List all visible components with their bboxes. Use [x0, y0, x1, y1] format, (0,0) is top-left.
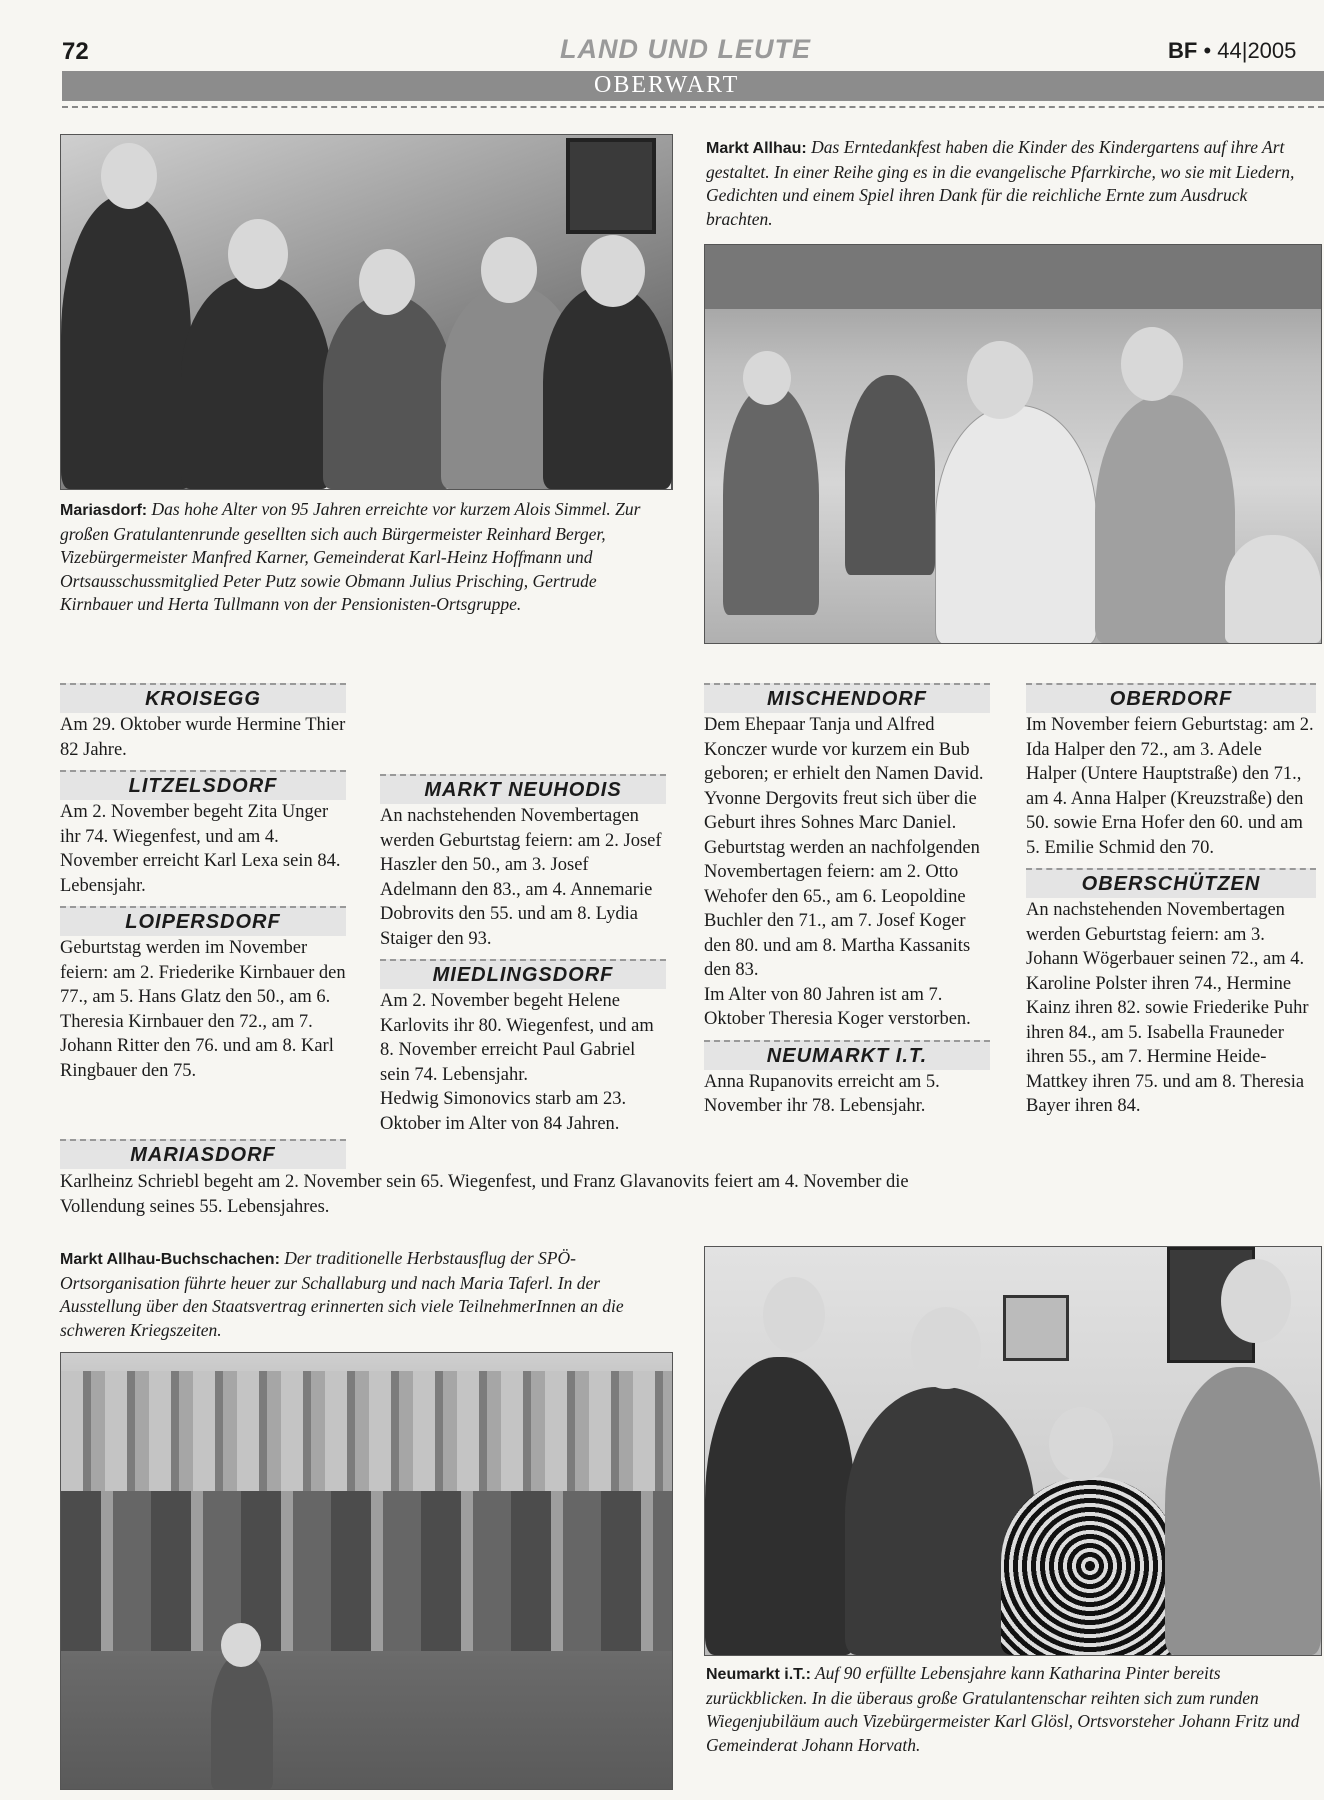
issue-number: 44|2005 — [1217, 38, 1297, 63]
person-head — [228, 219, 288, 289]
article-text-2: Im Alter von 80 Jahren ist am 7. Oktober Theresia Koger verstorben. — [704, 984, 971, 1029]
person-head — [1221, 1259, 1291, 1343]
crowd-middle-row — [61, 1491, 672, 1651]
article-text-2: Hedwig Simonovics starb am 23. Oktober im Alter von 84 Jahren. — [380, 1089, 627, 1134]
issue-label: BF • 44|2005 — [1168, 38, 1297, 63]
child-figure — [935, 405, 1097, 644]
article-heading: OBERSCHÜTZEN — [1026, 868, 1316, 898]
person-head — [1049, 1407, 1113, 1481]
article-mariasdorf-text — [60, 1170, 960, 1219]
child-figure — [1225, 535, 1321, 643]
caption-buchschachen — [60, 1247, 672, 1342]
caption-text: Das hohe Alter von 95 Jahren erreichte vor kurzem Alois Simmel. Zur großen Gratulantenrunde gesellten sich auch Bürgermeister Reinhard Berger, Vizebürgermeister Manfred Karner, Gemeinderat Karl-Heinz Hoffmann und Ortsausschussmitglied Peter Putz sowie Obmann Julius Prisching, Gertrude Kirnbauer und Herta Tullmann von der Pensionisten-Ortsgruppe. — [60, 499, 641, 614]
article-text: Am 29. Oktober wurde Hermine Thier 82 Jahre. — [60, 715, 346, 760]
article-text: An nachstehenden Novembertagen werden Geburtstag feiern: am 2. Josef Haszler den 50., am 3. Josef Adelmann den 83., am 4. Annemarie Dobrovits den 55. und am 8. Lydia Staiger den 93. — [380, 806, 662, 949]
child-figure — [211, 1653, 273, 1789]
section-title: LAND UND LEUTE — [560, 34, 811, 64]
person-figure — [181, 275, 331, 489]
child-figure — [723, 385, 819, 615]
article-heading: MISCHENDORF — [704, 683, 990, 713]
article-text: An nachstehenden Novembertagen werden Geburtstag feiern: am 3. Johann Wögerbauer seinen 72., am 4. Karoline Polster ihren 74., Hermine Kainz ihren 82. sowie Friederike Puhr ihren 84., am 5. Isabella Frauneder ihren 55., am 7. Hermine Heide-Mattkey ihren 75. und am 8. Theresia Bayer ihren 84. — [1026, 900, 1309, 1116]
crowd-back-row — [61, 1371, 672, 1491]
person-head — [359, 249, 415, 315]
article-heading: LOIPERSDORF — [60, 906, 346, 936]
article-text: Geburtstag werden im November feiern: am 2. Friederike Kirnbauer den 77., am 5. Hans Glatz den 50., am 6. Theresia Kirnbauer den 72., am 7. Johann Ritter den 76. und am 8. Karl Ringbauer den 75. — [60, 938, 346, 1081]
person-figure — [323, 295, 453, 489]
child-figure — [1095, 395, 1235, 643]
caption-place: Mariasdorf: — [60, 502, 148, 519]
child-figure — [845, 375, 935, 575]
region-title: OBERWART — [594, 72, 740, 98]
column-4 — [1026, 683, 1316, 1119]
article-heading: MARIASDORF — [60, 1139, 346, 1169]
caption-neumarkt — [706, 1662, 1316, 1757]
caption-text: Der traditionelle Herbstausflug der SPÖ-Ortsorganisation führte heuer zur Schallaburg und nach Maria Taferl. In der Ausstellung über den Staatsvertrag erinnerten sich viele TeilnehmerInnen an die schweren Kriegszeiten. — [60, 1248, 624, 1340]
child-head — [967, 341, 1033, 419]
article-heading: NEUMARKT I.T. — [704, 1040, 990, 1070]
wall-picture-small — [1003, 1295, 1069, 1361]
article-text: Im November feiern Geburtstag: am 2. Ida Halper den 72., am 3. Adele Halper (Untere Hauptstraße) den 71., am 4. Anna Halper (Kreuzstraße) den 50. sowie Erna Hofer den 60. und am 5. Emilie Schmid den 70. — [1026, 715, 1314, 858]
article-heading: MARKT NEUHODIS — [380, 774, 666, 804]
person-figure — [1001, 1477, 1179, 1655]
neumarkt-photo — [704, 1246, 1322, 1656]
caption-place: Markt Allhau: — [706, 140, 807, 157]
article-heading: KROISEGG — [60, 683, 346, 713]
article-heading: MIEDLINGSDORF — [380, 959, 666, 989]
child-head — [221, 1623, 261, 1667]
column-3 — [704, 683, 990, 1119]
caption-place: Neumarkt i.T.: — [706, 1666, 811, 1683]
publication-name: BF — [1168, 38, 1198, 63]
person-head — [101, 143, 157, 209]
person-figure — [61, 195, 191, 489]
page-number: 72 — [62, 38, 89, 65]
caption-place: Markt Allhau-Buchschachen: — [60, 1251, 280, 1268]
picture-frame — [566, 138, 656, 234]
header-divider — [62, 106, 1324, 108]
article-heading: OBERDORF — [1026, 683, 1316, 713]
person-head — [581, 235, 645, 307]
person-head — [911, 1307, 981, 1389]
buchschachen-photo — [60, 1352, 673, 1790]
person-head — [763, 1277, 825, 1353]
child-head — [743, 351, 791, 405]
column-1-bottom — [60, 1139, 346, 1169]
article-heading: LITZELSDORF — [60, 770, 346, 800]
mariasdorf-photo — [60, 134, 673, 490]
column-1 — [60, 683, 346, 1083]
caption-text: Auf 90 erfüllte Lebensjahre kann Katharina Pinter bereits zurückblicken. In die überaus große Gratulantenschar reihten sich zum runden Wiegenjubiläum auch Vizebürgermeister Karl Glösl, Ortsvorsteher Johann Fritz und Gemeinderat Johann Horvath. — [706, 1663, 1300, 1755]
column-2 — [380, 670, 666, 1136]
person-figure — [705, 1357, 855, 1655]
person-figure — [1165, 1367, 1321, 1655]
caption-markt-allhau — [706, 136, 1316, 231]
person-figure — [543, 285, 672, 489]
article-text: Karlheinz Schriebl begeht am 2. November sein 65. Wiegenfest, und Franz Glavanovits feiert am 4. November die Vollendung seines 55. Lebensjahres. — [60, 1172, 909, 1217]
markt-allhau-photo — [704, 244, 1322, 644]
background-crowd — [705, 245, 1321, 309]
article-text: Am 2. November begeht Helene Karlovits ihr 80. Wiegenfest, und am 8. November erreicht Paul Gabriel sein 74. Lebensjahr. — [380, 991, 654, 1085]
person-head — [481, 237, 537, 303]
article-text: Dem Ehepaar Tanja und Alfred Konczer wurde vor kurzem ein Bub geboren; er erhielt den Namen David. Yvonne Dergovits freut sich über die Geburt ihres Sohnes Marc Daniel. Geburtstag werden an nachfolgenden Novembertagen feiern: am 2. Otto Wehofer den 65., am 6. Leopoldine Buchler den 71., am 7. Josef Koger den 80. und am 8. Martha Kassanits den 83. — [704, 715, 984, 980]
child-head — [1121, 327, 1183, 401]
caption-mariasdorf — [60, 498, 664, 617]
caption-text: Das Erntedankfest haben die Kinder des Kindergartens auf ihre Art gestaltet. In einer Reihe ging es in die evangelische Pfarrkirche, wo sie mit Liedern, Gedichten und einem Spiel ihren Dank für die reichliche Ernte zum Ausdruck brachten. — [706, 137, 1295, 229]
article-text: Am 2. November begeht Zita Unger ihr 74. Wiegenfest, und am 4. November erreicht Karl Lexa sein 84. Lebensjahr. — [60, 802, 341, 896]
region-band — [62, 71, 1324, 101]
article-text: Anna Rupanovits erreicht am 5. November ihr 78. Lebensjahr. — [704, 1071, 940, 1116]
